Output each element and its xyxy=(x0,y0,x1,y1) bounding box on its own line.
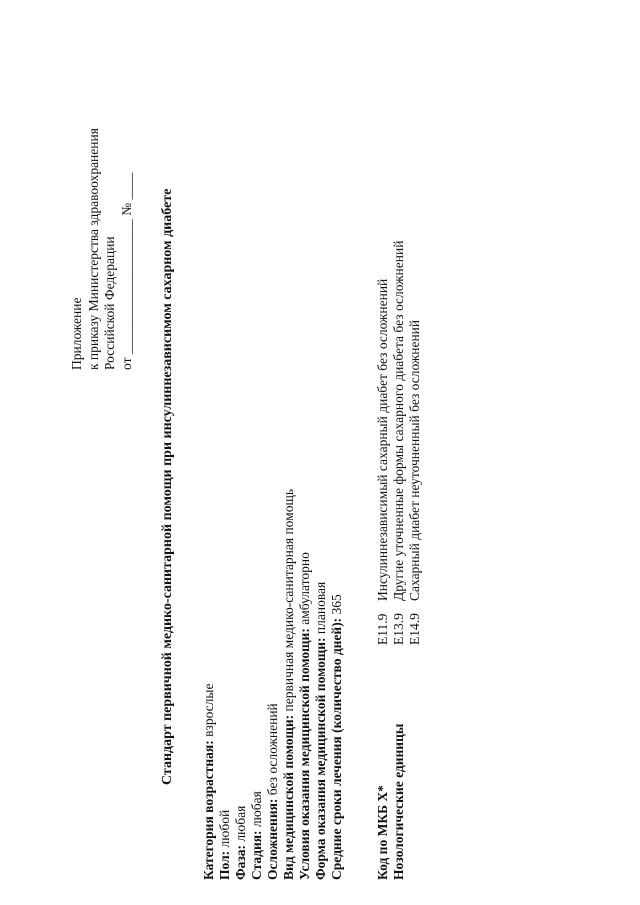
meta-label: Условия оказания медицинской помощи: xyxy=(297,628,312,880)
mkb-description: Инсулиннезависимый сахарный диабет без осложнений xyxy=(375,278,390,601)
document-title: Стандарт первичной медико-санитарной помощи при инсулиннезависимом сахарном диабете xyxy=(160,188,175,785)
rotated-content xyxy=(70,90,470,880)
meta-label: Категория возрастная: xyxy=(201,740,216,880)
mkb-code: E13.9 xyxy=(391,613,406,645)
meta-stage xyxy=(250,791,264,880)
meta-label: Средние сроки лечения (количество дней): xyxy=(329,617,344,880)
meta-label: Вид медицинской помощи: xyxy=(281,714,296,880)
meta-value: амбулаторно xyxy=(297,552,312,629)
mkb-code-label: Код по МКБ X* xyxy=(375,785,390,880)
appendix-line-2: к приказу Министерства здравоохранения xyxy=(86,128,101,370)
meta-value: первичная медико-санитарная помощь xyxy=(281,488,296,715)
meta-value: любая xyxy=(249,791,264,831)
meta-value: без осложнений xyxy=(265,703,280,799)
meta-label: Стадия: xyxy=(249,830,264,880)
mkb-description: Другие уточненные формы сахарного диабета без осложнений xyxy=(391,240,406,601)
meta-label: Осложнения: xyxy=(265,798,280,880)
meta-care-conditions xyxy=(298,552,312,880)
meta-sex xyxy=(218,810,232,880)
meta-value: 365 xyxy=(329,594,344,618)
meta-care-type xyxy=(282,489,296,880)
meta-label: Пол: xyxy=(217,850,232,880)
meta-phase xyxy=(234,806,248,880)
appendix-line-3: Российской Федерации xyxy=(102,236,117,370)
mkb-code: E14.9 xyxy=(407,613,422,645)
appendix-line-4: от ____________________ № ____ xyxy=(119,172,134,370)
meta-age-category xyxy=(202,684,216,880)
meta-value: любая xyxy=(233,805,248,845)
meta-label: Форма оказания медицинской помощи: xyxy=(313,637,328,880)
appendix-line-1: Приложение xyxy=(69,297,84,370)
meta-value: взрослые xyxy=(201,683,216,741)
meta-treatment-duration xyxy=(330,594,344,880)
mkb-code: E11.9 xyxy=(375,613,390,645)
meta-label: Фаза: xyxy=(233,844,248,880)
meta-complications xyxy=(266,703,280,880)
meta-value: любой xyxy=(217,809,232,851)
mkb-description: Сахарный диабет неуточненный без осложнений xyxy=(407,319,422,601)
nozology-label: Нозологические единицы xyxy=(391,723,406,880)
meta-value: плановая xyxy=(313,581,328,638)
meta-care-form xyxy=(314,582,328,880)
